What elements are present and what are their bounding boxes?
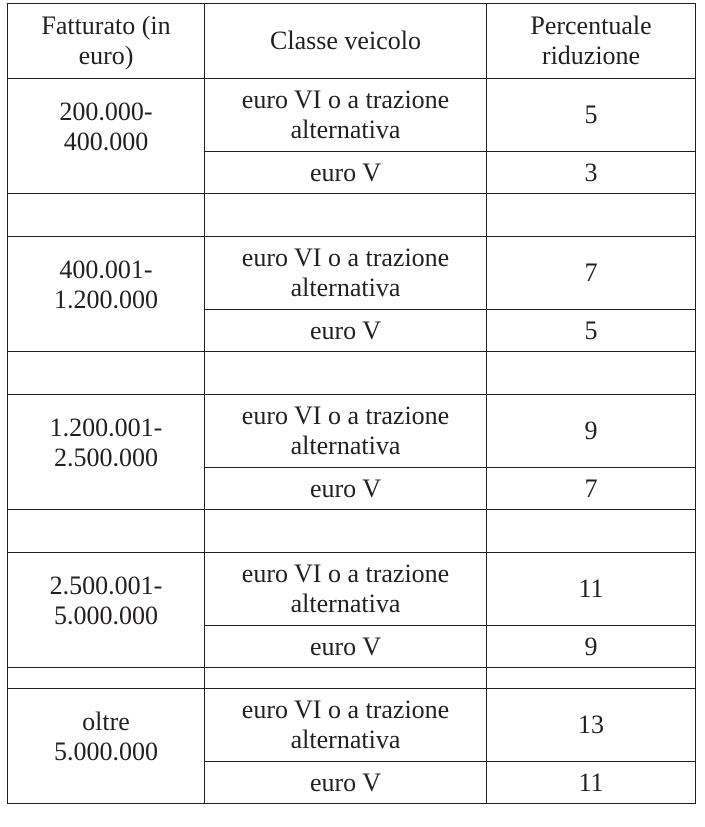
reduction-table-container [7, 3, 696, 804]
header-turnover: Fatturato (in euro) [8, 4, 205, 79]
table-row [8, 79, 696, 152]
header-vehicle-class: Classe veicolo [205, 4, 487, 79]
empty-cell [487, 510, 696, 553]
table-row [8, 395, 696, 468]
empty-cell [8, 194, 205, 237]
empty-cell [487, 668, 696, 689]
reduction-cell: 5 [487, 79, 696, 152]
reduction-cell: 9 [487, 626, 696, 668]
vehicle-class-cell: euro VI o a trazione alternativa [205, 79, 487, 152]
empty-cell [8, 352, 205, 395]
turnover-range: oltre 5.000.000 [8, 689, 205, 804]
reduction-table [7, 3, 696, 804]
reduction-cell: 13 [487, 689, 696, 762]
empty-cell [487, 194, 696, 237]
empty-cell [205, 352, 487, 395]
spacer-row [8, 510, 696, 553]
empty-cell [205, 194, 487, 237]
turnover-range: 400.001- 1.200.000 [8, 237, 205, 352]
table-row [8, 553, 696, 626]
spacer-row [8, 194, 696, 237]
vehicle-class-cell: euro VI o a trazione alternativa [205, 395, 487, 468]
vehicle-class-cell: euro V [205, 626, 487, 668]
reduction-cell: 7 [487, 237, 696, 310]
reduction-cell: 11 [487, 762, 696, 804]
reduction-cell: 7 [487, 468, 696, 510]
vehicle-class-cell: euro V [205, 468, 487, 510]
empty-cell [205, 510, 487, 553]
header-reduction: Percentuale riduzione [487, 4, 696, 79]
table-row [8, 689, 696, 762]
turnover-range: 2.500.001- 5.000.000 [8, 553, 205, 668]
reduction-cell: 3 [487, 152, 696, 194]
vehicle-class-cell: euro VI o a trazione alternativa [205, 689, 487, 762]
spacer-row [8, 352, 696, 395]
empty-cell [487, 352, 696, 395]
spacer-row [8, 668, 696, 689]
reduction-cell: 5 [487, 310, 696, 352]
vehicle-class-cell: euro VI o a trazione alternativa [205, 553, 487, 626]
reduction-cell: 9 [487, 395, 696, 468]
vehicle-class-cell: euro V [205, 762, 487, 804]
empty-cell [205, 668, 487, 689]
vehicle-class-cell: euro VI o a trazione alternativa [205, 237, 487, 310]
vehicle-class-cell: euro V [205, 152, 487, 194]
turnover-range: 200.000- 400.000 [8, 79, 205, 194]
table-row [8, 237, 696, 310]
vehicle-class-cell: euro V [205, 310, 487, 352]
header-row [8, 4, 696, 79]
reduction-cell: 11 [487, 553, 696, 626]
empty-cell [8, 510, 205, 553]
empty-cell [8, 668, 205, 689]
turnover-range: 1.200.001- 2.500.000 [8, 395, 205, 510]
